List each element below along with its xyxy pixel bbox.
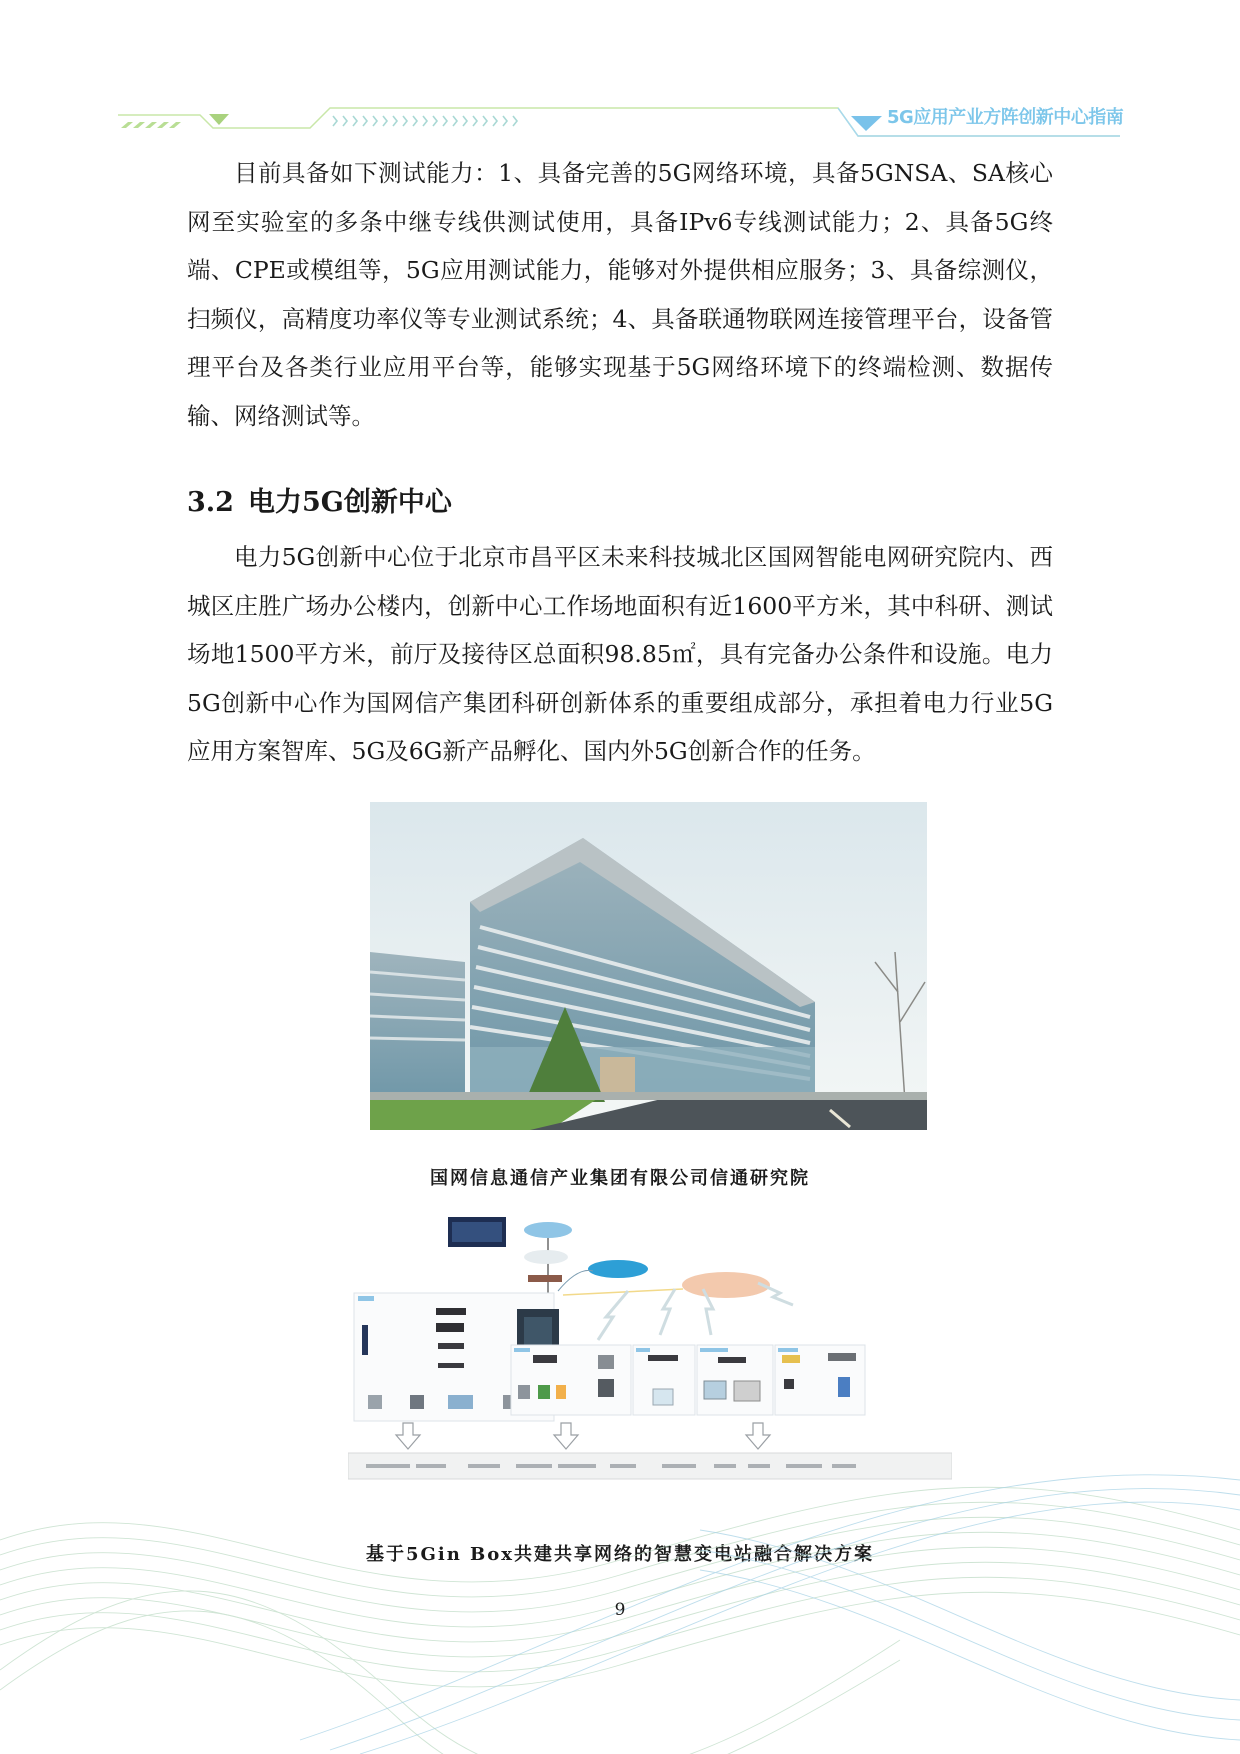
- section-number: 3.2: [187, 487, 234, 518]
- paragraph-text: 目前具备如下测试能力：1、具备完善的5G网络环境，具备5GNSA、SA核心网至实验室的多条中继专线供测试使用，具备IPv6专线测试能力；2、具备5G终端、CPE或模组等，5G应用测试能力，能够对外提供相应服务；3、具备综测仪，扫频仪，高精度功率仪等专业测试系统；4、具备联通物联网连接管理平台，设备管理平台及各类行业应用平台等，能够实现基于5G网络环境下的终端检测、数据传输、网络测试等。: [187, 159, 1053, 430]
- section-heading: [187, 480, 452, 519]
- paragraph-text: 电力5G创新中心位于北京市昌平区未来科技城北区国网智能电网研究院内、西城区庄胜广场办公楼内，创新中心工作场地面积有近1600平方米，其中科研、测试场地1500平方米，前厅及接待区总面积98.85㎡，具有完备办公条件和设施。电力5G创新中心作为国网信产集团科研创新体系的重要组成部分，承担着电力行业5G应用方案智库、5G及6G新产品孵化、国内外5G创新合作的任务。: [187, 543, 1053, 766]
- decorative-waves: [0, 1440, 1240, 1754]
- section-title: 电力5G创新中心: [247, 487, 452, 518]
- building-image: [370, 802, 927, 1130]
- page-header: [0, 95, 1240, 145]
- paragraph-innovation-center: [187, 533, 1053, 776]
- page-number: 9: [614, 1600, 626, 1620]
- header-title: 5G应用产业方阵创新中心指南: [887, 107, 1124, 128]
- figure-caption-photo: 国网信息通信产业集团有限公司信通研究院: [430, 1168, 810, 1189]
- figure-caption-diagram: 基于5Gin Box共建共享网络的智慧变电站融合解决方案: [365, 1544, 875, 1565]
- paragraph-test-capabilities: [187, 149, 1053, 441]
- building-photo: [370, 802, 927, 1130]
